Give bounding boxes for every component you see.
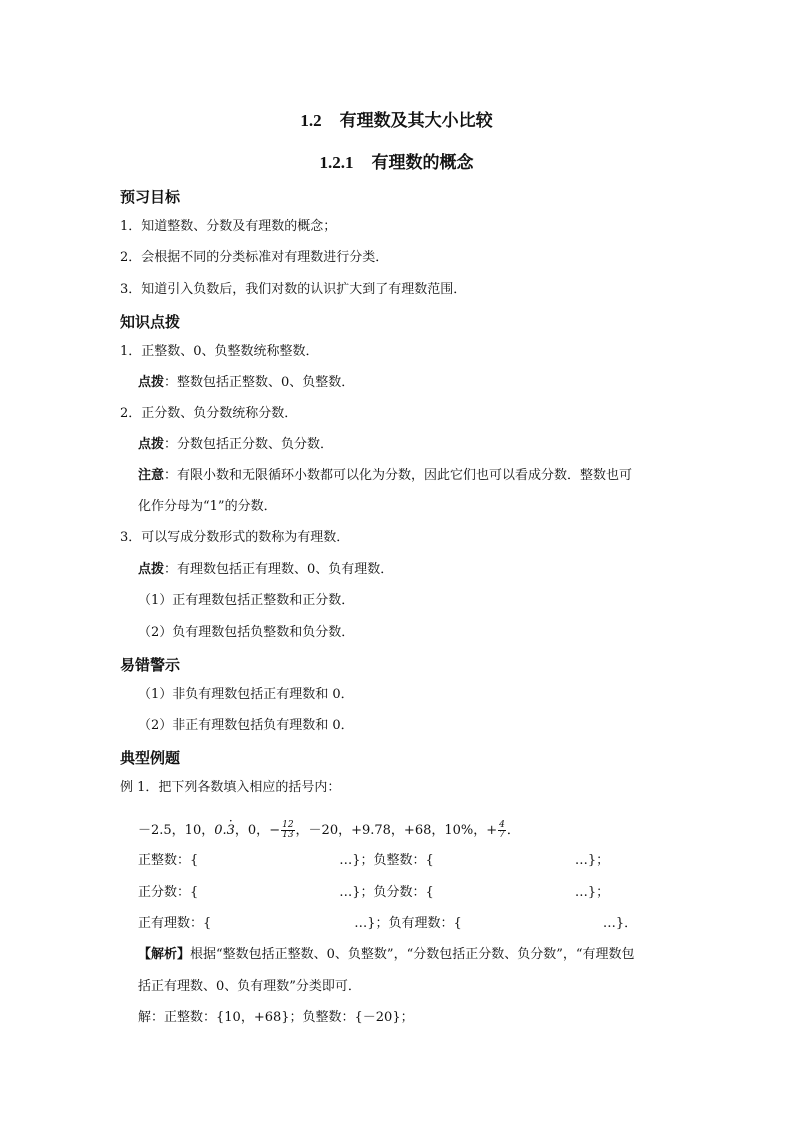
fraction-4-7: $\frac{4}{7}$: [499, 820, 505, 840]
note-line-continued: 化作分母为“1”的分数．: [138, 499, 277, 514]
knowledge-point: 1．正整数、0、负整数统称整数．: [120, 344, 319, 359]
mistake-item: （1）非负有理数包括正有理数和 0．: [138, 687, 354, 702]
section-heading-examples: 典型例题: [120, 749, 181, 767]
tip-label: 点拨: [138, 437, 165, 452]
analysis-line-continued: 括正有理数、0、负有理数”分类即可．: [138, 979, 361, 994]
section-heading-mistakes: 易错警示: [120, 656, 181, 674]
tip-line: 点拨：整数包括正整数、0、负整数．: [138, 375, 355, 390]
solution-line: 解：正整数：{10，+68}；负整数：{－20}；: [138, 1010, 414, 1025]
answer-blank-row: 正整数：{ …}；负整数：{ …}；: [138, 853, 610, 868]
knowledge-point: 2．正分数、负分数统称分数．: [120, 406, 298, 421]
analysis-line: 【解析】根据“整数包括正整数、0、负整数”，“分数包括正分数、负分数”，“有理数包: [138, 947, 635, 962]
number-list: －2.5，10，0.· 3，0，− $\frac{12}{13}$ ，－20，+9.78，+68，10%，+ $\frac{4}{7}$ ．: [138, 821, 520, 840]
page-subtitle: 1.2.1 有理数的概念: [319, 153, 474, 173]
example-intro: 例 1．把下列各数填入相应的括号内：: [120, 780, 341, 795]
repeating-decimal: 0.· 3: [214, 823, 235, 838]
sub-point: （2）负有理数包括负整数和负分数．: [138, 625, 355, 640]
answer-blank-row: 正有理数：{ …}；负有理数：{ …}．: [138, 916, 638, 931]
page-title: 1.2 有理数及其大小比较: [300, 111, 493, 131]
fraction-12-13: $\frac{12}{13}$: [282, 820, 294, 840]
tip-line: 点拨：有理数包括正有理数、0、负有理数．: [138, 562, 394, 577]
sub-point: （1）正有理数包括正整数和正分数．: [138, 593, 355, 608]
section-heading-preview: 预习目标: [120, 188, 181, 206]
analysis-label: 【解析】: [138, 947, 191, 962]
preview-item: 2．会根据不同的分类标准对有理数进行分类．: [120, 250, 389, 265]
note-line: 注意：有限小数和无限循环小数都可以化为分数，因此它们也可以看成分数．整数也可: [138, 468, 633, 483]
section-heading-knowledge: 知识点拨: [120, 313, 181, 331]
preview-item: 1．知道整数、分数及有理数的概念；: [120, 219, 337, 234]
knowledge-point: 3．可以写成分数形式的数称为有理数．: [120, 530, 350, 545]
note-label: 注意: [138, 468, 165, 483]
tip-label: 点拨: [138, 375, 165, 390]
tip-line: 点拨：分数包括正分数、负分数．: [138, 437, 334, 452]
answer-blank-row: 正分数：{ …}；负分数：{ …}；: [138, 885, 610, 900]
tip-label: 点拨: [138, 562, 165, 577]
mistake-item: （2）非正有理数包括负有理数和 0．: [138, 718, 354, 733]
preview-item: 3．知道引入负数后，我们对数的认识扩大到了有理数范围．: [120, 282, 467, 297]
